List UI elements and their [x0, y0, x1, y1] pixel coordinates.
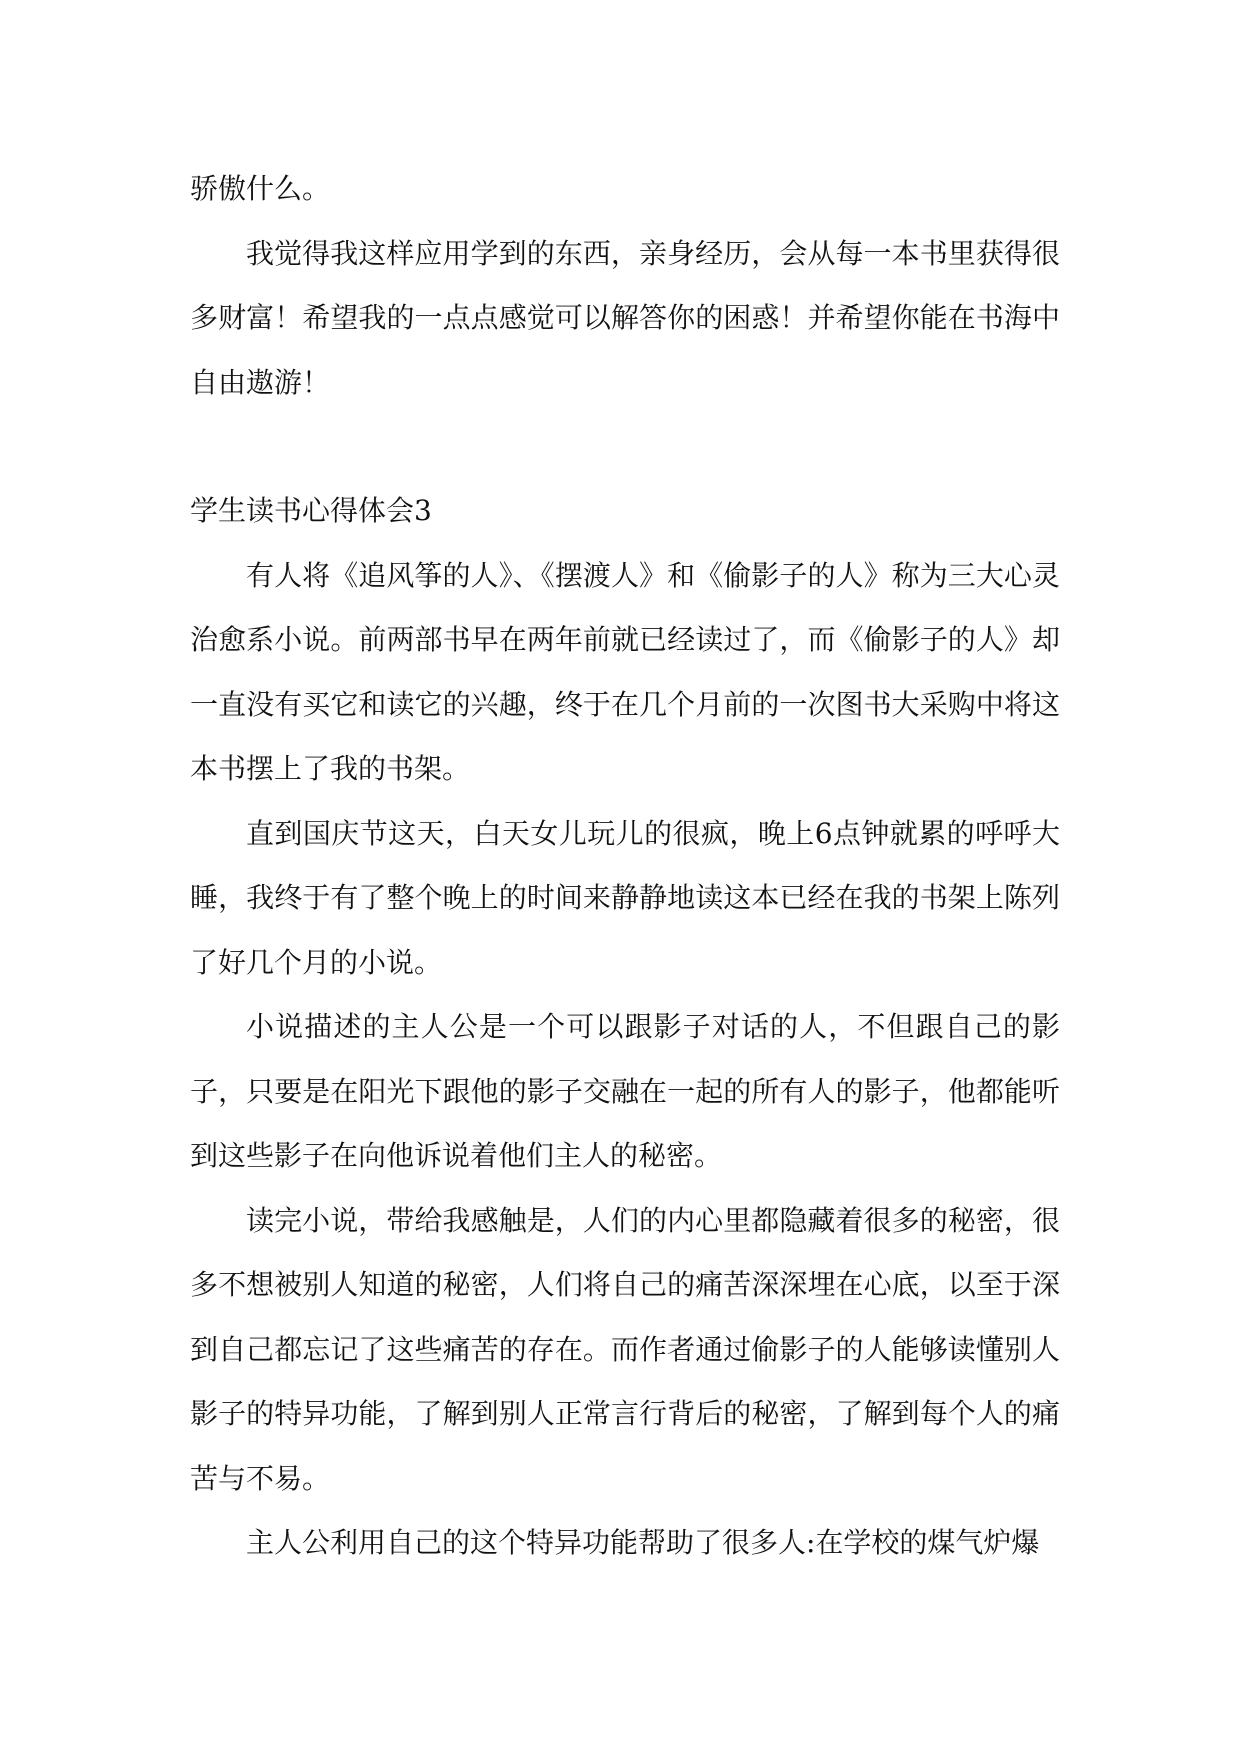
paragraph: 主人公利用自己的这个特异功能帮助了很多人:在学校的煤气炉爆 — [246, 1526, 1040, 1559]
paragraph: 读完小说，带给我感触是，人们的内心里都隐藏着很多的秘密，很多不想被别人知道的秘密，人们将自己的痛苦深深埋在心底，以至于深到自己都忘记了这些痛苦的存在。而作者通过偷影子的人能够读懂别人影子的特异功能，了解到别人正常言行背后的秘密，了解到每个人的痛苦与不易。 — [190, 1203, 1060, 1495]
document-body — [190, 157, 1060, 1576]
paragraph: 小说描述的主人公是一个可以跟影子对话的人，不但跟自己的影子，只要是在阳光下跟他的影子交融在一起的所有人的影子，他都能听到这些影子在向他诉说着他们主人的秘密。 — [190, 1010, 1060, 1172]
continuation-text: 骄傲什么。 — [190, 172, 331, 205]
paragraph: 我觉得我这样应用学到的东西，亲身经历，会从每一本书里获得很多财富！希望我的一点点感觉可以解答你的困惑！并希望你能在书海中自由遨游！ — [190, 236, 1060, 399]
paragraph: 直到国庆节这天，白天女儿玩儿的很疯，晚上6点钟就累的呼呼大睡，我终于有了整个晚上的时间来静静地读这本已经在我的书架上陈列了好几个月的小说。 — [190, 816, 1060, 979]
paragraph: 有人将《追风筝的人》、《摆渡人》和《偷影子的人》称为三大心灵治愈系小说。前两部书早在两年前就已经读过了，而《偷影子的人》却一直没有买它和读它的兴趣，终于在几个月前的一次图书大采购中将这本书摆上了我的书架。 — [190, 558, 1060, 785]
section-title: 学生读书心得体会3 — [190, 494, 432, 527]
